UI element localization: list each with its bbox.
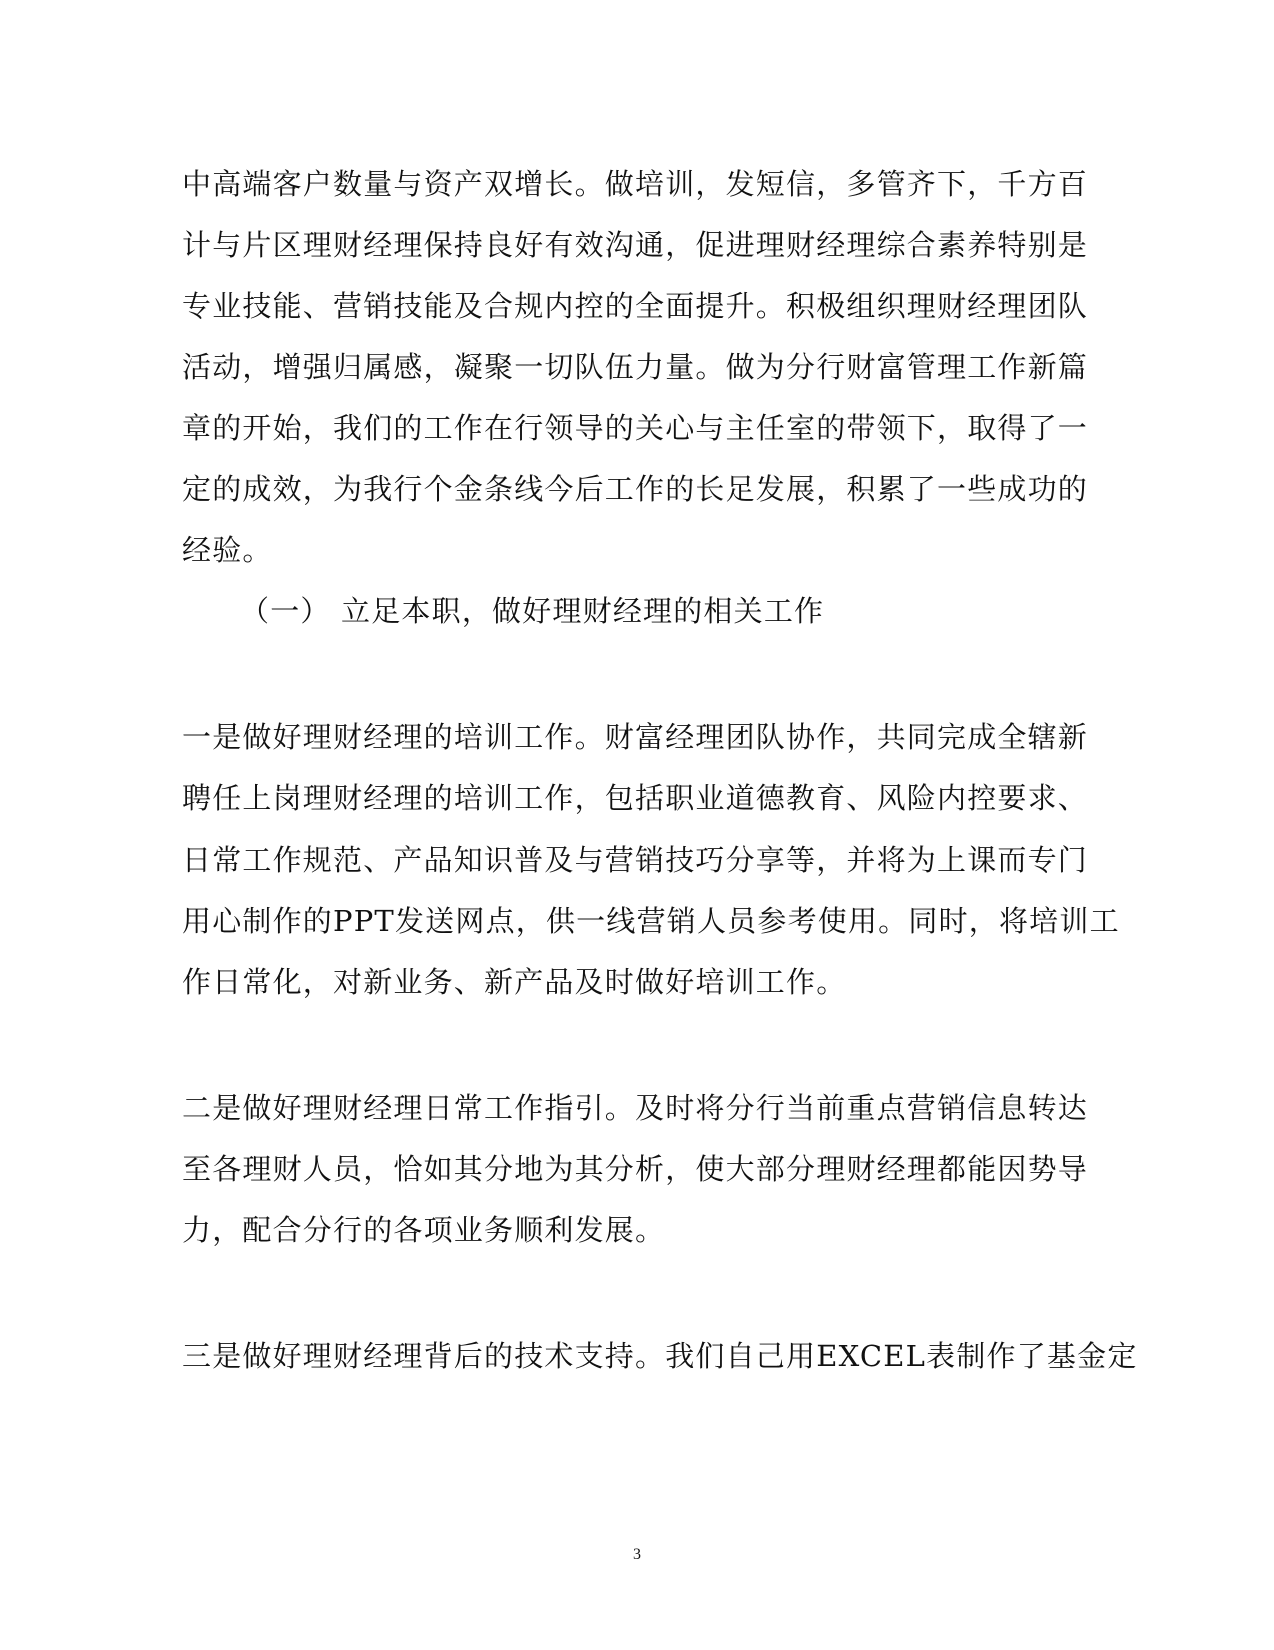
text-line: 经验。 bbox=[182, 533, 273, 567]
text-line: 章的开始，我们的工作在行领导的关心与主任室的带领下，取得了一 bbox=[182, 411, 1089, 445]
text-line: 至各理财人员，恰如其分地为其分析，使大部分理财经理都能因势导 bbox=[182, 1152, 1089, 1186]
text-line: 力，配合分行的各项业务顺利发展。 bbox=[182, 1213, 666, 1247]
text-line: 定的成效，为我行个金条线今后工作的长足发展，积累了一些成功的 bbox=[182, 472, 1089, 506]
text-line: 三是做好理财经理背后的技术支持。我们自己用EXCEL表制作了基金定 bbox=[182, 1339, 1138, 1373]
text-line: 一是做好理财经理的培训工作。财富经理团队协作，共同完成全辖新 bbox=[182, 720, 1089, 754]
text-line: 专业技能、营销技能及合规内控的全面提升。积极组织理财经理团队 bbox=[182, 289, 1089, 323]
text-line: 聘任上岗理财经理的培训工作，包括职业道德教育、风险内控要求、 bbox=[182, 781, 1089, 815]
text-line: 二是做好理财经理日常工作指引。及时将分行当前重点营销信息转达 bbox=[182, 1091, 1089, 1125]
text-line: 活动，增强归属感，凝聚一切队伍力量。做为分行财富管理工作新篇 bbox=[182, 350, 1089, 384]
text-line: 计与片区理财经理保持良好有效沟通，促进理财经理综合素养特别是 bbox=[182, 228, 1089, 262]
text-line: 中高端客户数量与资产双增长。做培训，发短信，多管齐下，千方百 bbox=[182, 167, 1089, 201]
section-heading: （一） 立足本职，做好理财经理的相关工作 bbox=[240, 594, 825, 628]
text-line: 作日常化，对新业务、新产品及时做好培训工作。 bbox=[182, 965, 847, 999]
page-number: 3 bbox=[633, 1546, 641, 1563]
text-line: 日常工作规范、产品知识普及与营销技巧分享等，并将为上课而专门 bbox=[182, 843, 1089, 877]
text-line: 用心制作的PPT发送网点，供一线营销人员参考使用。同时，将培训工 bbox=[182, 904, 1120, 938]
